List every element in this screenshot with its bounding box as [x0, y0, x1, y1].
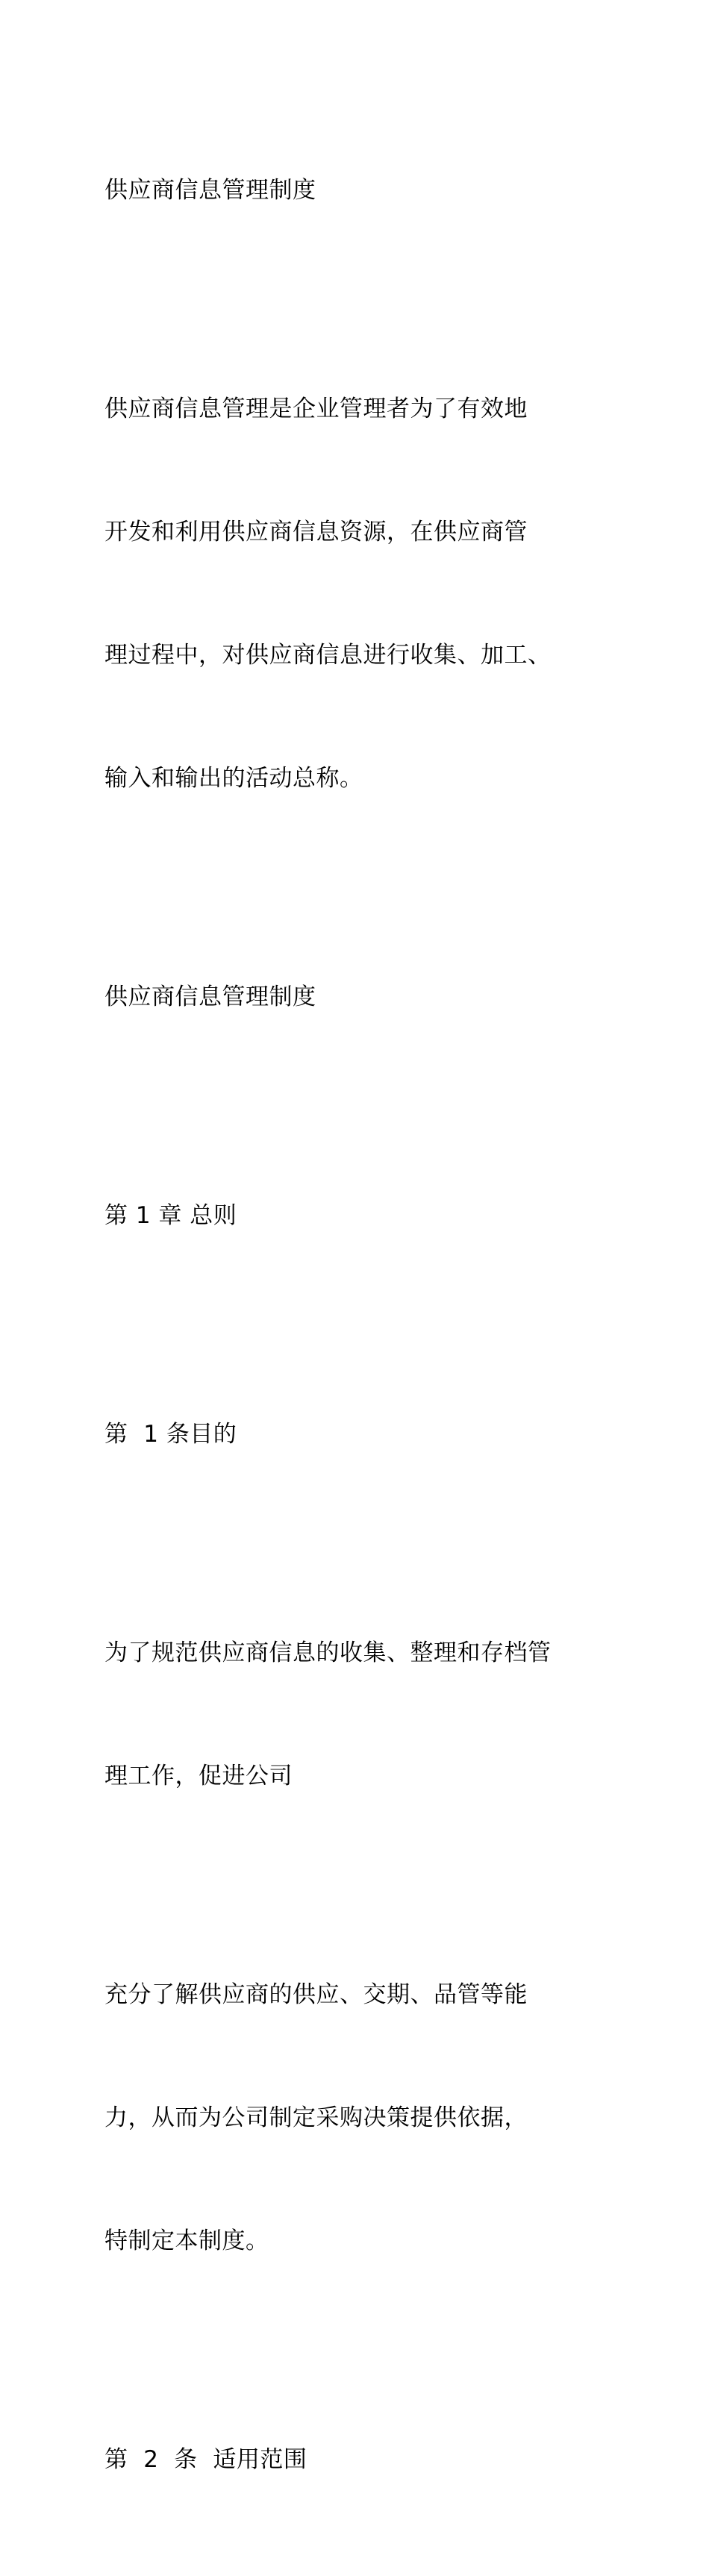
text-line: 第 2 条 适用范围	[104, 2446, 307, 2473]
text-line: 充分了解供应商的供应、交期、品管等能	[104, 1981, 528, 2008]
article-1-paragraph	[104, 1551, 619, 1879]
document-body	[104, 88, 619, 2576]
text-line: 输入和输出的活动总称。	[104, 765, 363, 792]
document-title	[104, 88, 619, 293]
text-line: 第 1 条目的	[104, 1421, 237, 1448]
text-line: 供应商信息管理制度	[104, 984, 316, 1010]
section-title	[104, 895, 619, 1100]
text-line: 第 1 章 总则	[104, 1202, 237, 1229]
text-line: 特制定本制度。	[104, 2228, 269, 2254]
text-line: 理过程中，对供应商信息进行收集、加工、	[104, 642, 552, 669]
article-1-continuation	[104, 1892, 619, 2344]
chapter-heading	[104, 1113, 619, 1319]
article-heading-2	[104, 2357, 619, 2563]
text-line: 理工作，促进公司	[104, 1763, 293, 1789]
intro-paragraph	[104, 307, 619, 881]
text-line: 供应商信息管理制度	[104, 177, 316, 204]
article-heading-1	[104, 1332, 619, 1537]
text-line: 供应商信息管理是企业管理者为了有效地	[104, 396, 528, 422]
text-line: 开发和利用供应商信息资源，在供应商管	[104, 519, 528, 545]
text-line: 为了规范供应商信息的收集、整理和存档管	[104, 1639, 552, 1666]
text-line: 力，从而为公司制定采购决策提供依据，	[104, 2104, 528, 2131]
